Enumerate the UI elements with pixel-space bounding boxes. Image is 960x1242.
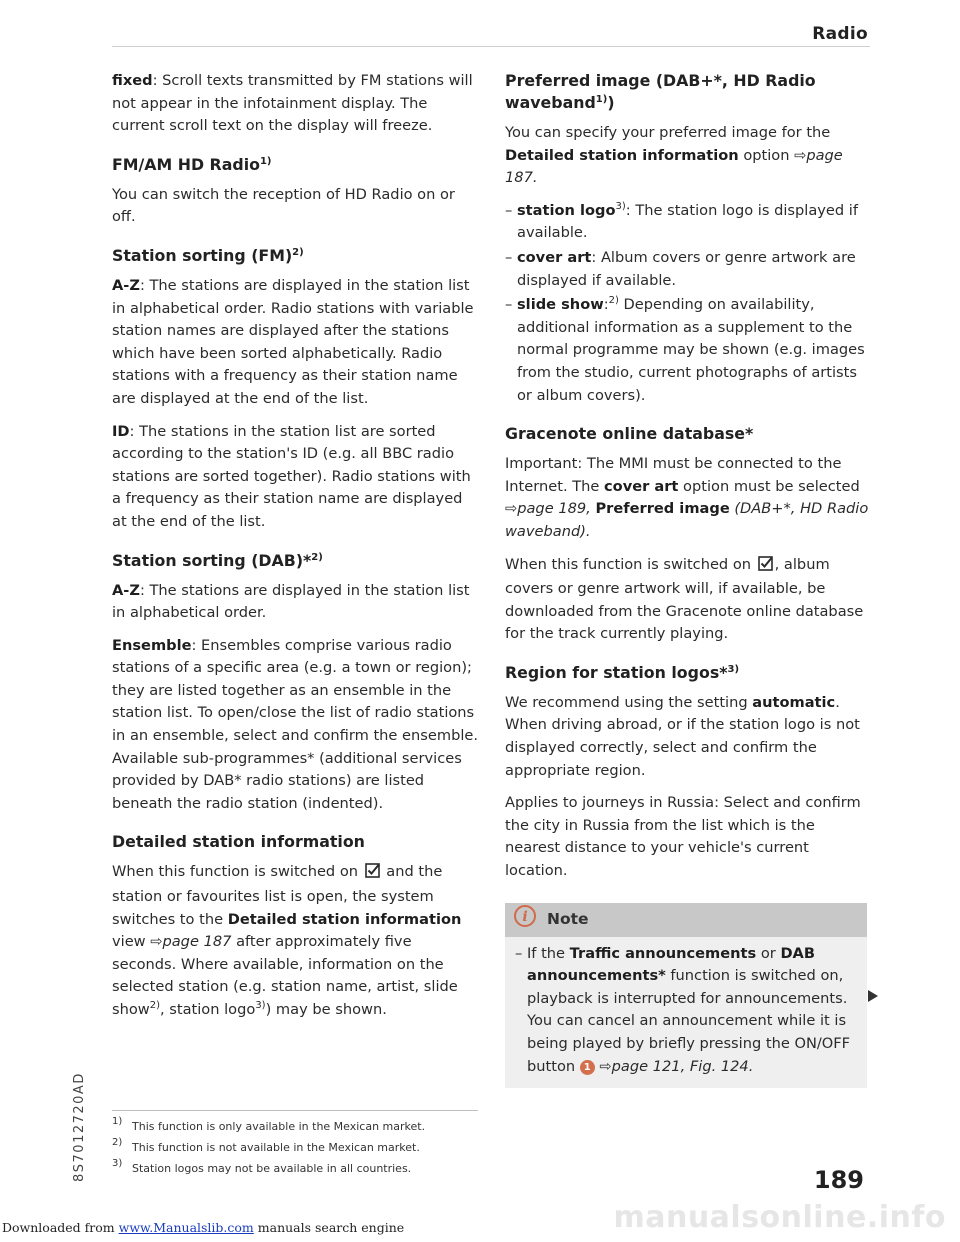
note-box: [505, 903, 867, 1089]
manualslib-link[interactable]: www.Manualslib.com: [118, 1220, 254, 1235]
id-paragraph: ID: The stations in the station list are sorted according to the station's ID (e.g. all BBC radio stations are sorted together). Radio stations with a frequency as their station name are displayed at the end of the list.: [112, 422, 471, 530]
list-item: – station logo$^{3)}$: The station logo is displayed if available.: [505, 200, 870, 245]
heading-station-sorting-fm: Station sorting (FM)$^{2)}$: [112, 245, 304, 265]
gracenote-paragraph-2: When this function is switched on , album covers or genre artwork will, if available, be downloaded from the Gracenote online database for the track currently playing.: [505, 555, 864, 643]
az-fm-paragraph: A-Z: The stations are displayed in the station list in alphabetical order. Radio stations with variable station names are displayed after the stations which have been sorted alphabetically. Radio stations with a frequency as their station name are displayed at the end of the list.: [112, 276, 474, 407]
heading-preferred-image: Preferred image (DAB+*, HD Radio waveband$^{1)}$): [505, 71, 816, 112]
left-column: [112, 70, 478, 1032]
heading-region-station-logos: Region for station logos*$^{3)}$: [505, 662, 740, 682]
heading-station-sorting-dab: Station sorting (DAB)*$^{2)}$: [112, 550, 323, 570]
button-number-badge: 1: [580, 1060, 595, 1075]
download-notice: Downloaded from www.Manualslib.com manuals search engine: [2, 1220, 405, 1235]
page-reference[interactable]: ⇨page 187.: [505, 146, 843, 187]
header-rule: [112, 46, 870, 47]
note-header: [505, 903, 867, 937]
note-title: Note: [547, 910, 589, 929]
footnote: $^{3)}$ Station logos may not be available in all countries.: [112, 1158, 412, 1175]
ensemble-paragraph: Ensemble: Ensembles comprise various radio stations of a specific area (e.g. a town or region); they are listed together as an ensemble in the station list. To open/close the list of radio stations in an ensemble, select and confirm the ensemble. Available sub-programmes* (additional services provided by DAB* radio stations) are listed beneath the radio station (indented).: [112, 636, 479, 812]
continue-arrow-icon: [868, 990, 878, 1002]
footnote: $^{1)}$ This function is only available in the Mexican market.: [112, 1116, 426, 1133]
russia-paragraph: Applies to journeys in Russia: Select and confirm the city in Russia from the list which is the nearest distance to your vehicle's current location.: [505, 794, 861, 880]
page-number: 189: [813, 1166, 864, 1194]
fm-hd-paragraph: You can switch the reception of HD Radio on or off.: [112, 185, 455, 226]
checked-box-icon: [365, 863, 380, 886]
heading-fm-hd-radio: FM/AM HD Radio$^{1)}$: [112, 154, 272, 174]
list-item: – slide show:$^{2)}$ Depending on availability, additional information as a supplement to the normal programme may be shown (e.g. images from the studio, current photographs of artists or album covers).: [505, 294, 870, 407]
note-body: [505, 937, 867, 1089]
list-item: – cover art: Album covers or genre artwork are displayed if available.: [505, 247, 870, 292]
watermark: manualsonline.info: [613, 1200, 946, 1235]
heading-detailed-station-info: Detailed station information: [112, 832, 365, 852]
region-paragraph: We recommend using the setting automatic. When driving abroad, or if the station logo is not displayed correctly, select and confirm the appropriate region.: [505, 693, 860, 779]
page-reference[interactable]: ⇨page 189,: [505, 500, 591, 518]
az-dab-paragraph: A-Z: The stations are displayed in the station list in alphabetical order.: [112, 581, 470, 622]
info-icon: [513, 904, 537, 935]
preferred-image-options: [505, 200, 870, 407]
footnote: $^{2)}$ This function is not available in the Mexican market.: [112, 1137, 420, 1154]
footnote-rule: [112, 1110, 478, 1111]
detailed-paragraph: When this function is switched on and the station or favourites list is open, the system switches to the Detailed station information view ⇨page 187 after approximately five seconds. Where available, information on the selected station (e.g. station name, artist, slide show$^{2)}$, station logo$^{3)}$) may be shown.: [112, 863, 462, 1018]
heading-gracenote: Gracenote online database*: [505, 424, 754, 444]
gracenote-paragraph-1: Important: The MMI must be connected to the Internet. The cover art option must be selected ⇨page 189, Preferred image (DAB+*, HD Radio waveband).: [505, 455, 869, 540]
page-reference[interactable]: ⇨page 121, Fig. 124.: [599, 1057, 754, 1075]
svg-text:i: i: [522, 909, 528, 926]
footnotes: [112, 1116, 478, 1179]
checked-box-icon: [758, 556, 773, 579]
right-column: [505, 70, 870, 1088]
preferred-image-paragraph: You can specify your preferred image for the Detailed station information option ⇨page 187.: [505, 124, 843, 187]
fixed-paragraph: fixed: Scroll texts transmitted by FM stations will not appear in the infotainment display. The current scroll text on the display will freeze.: [112, 72, 473, 135]
page-reference[interactable]: ⇨page 187: [150, 933, 232, 951]
list-item: – If the Traffic announcements or DAB announcements* function is switched on, playback is interrupted for announcements. You can cancel an announcement while it is being played by briefly pressing the ON/OFF button 1 ⇨page 121, Fig. 124.: [515, 943, 857, 1079]
document-code: 8S7012720AD: [72, 1072, 87, 1182]
section-title: Radio: [812, 24, 868, 44]
